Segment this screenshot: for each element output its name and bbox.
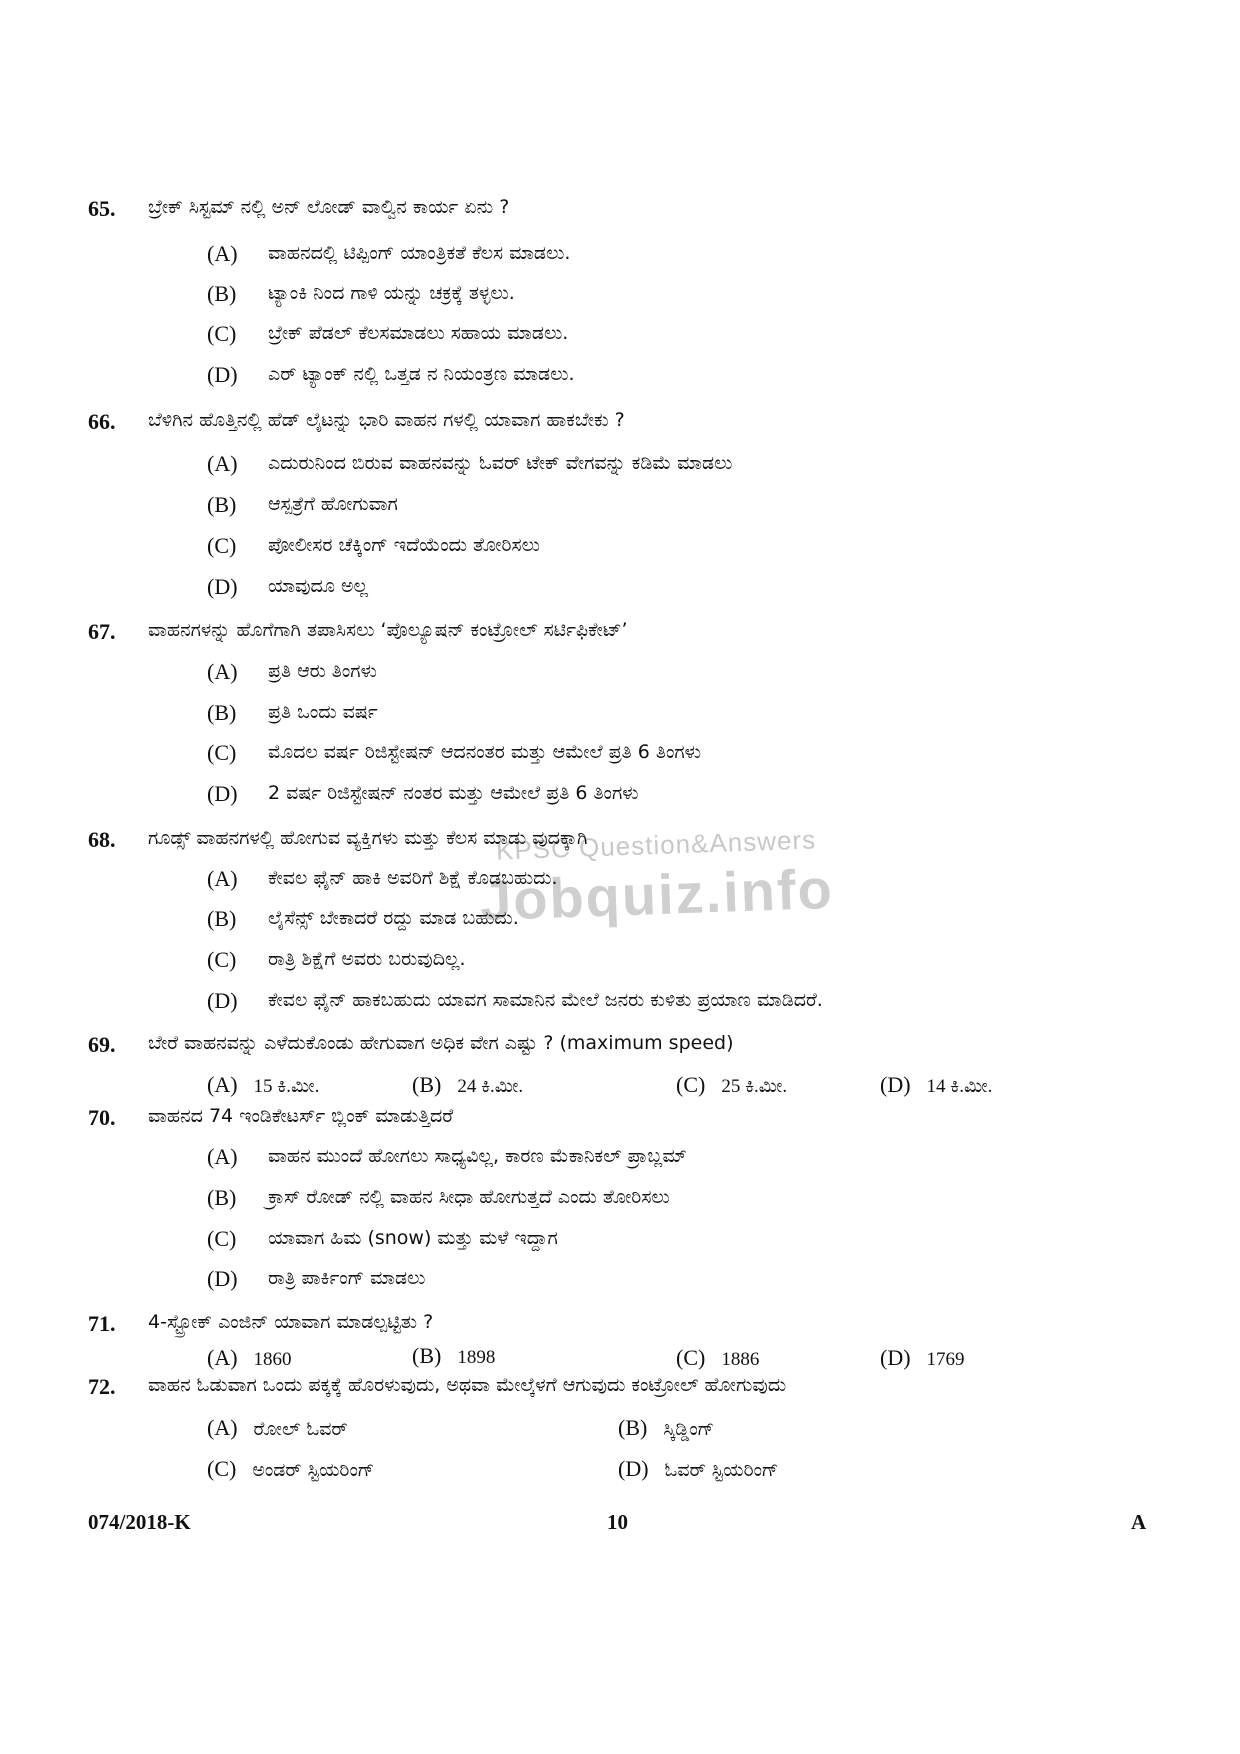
option-label: (A) [207, 451, 238, 476]
option-label: (A) [207, 1072, 238, 1097]
option-label: (B) [412, 1072, 442, 1097]
option-text: ರೋಲ್ ಓವರ್ [253, 1418, 348, 1440]
option-d [618, 1456, 778, 1482]
option-label: (D) [618, 1456, 649, 1481]
option-text: ಆಸ್ಪತ್ರೆಗೆ ಹೋಗುವಾಗ [268, 493, 398, 515]
option-text: ಟ್ಯಾಂಕಿ ನಿಂದ ಗಾಳಿ ಯನ್ನು ಚಕ್ರಕ್ಕೆ ತಳ್ಳಲು. [268, 282, 515, 304]
option-label: (C) [207, 947, 237, 972]
question-text: ಬ್ರೇಕ್ ಸಿಸ್ಟಮ್ ನಲ್ಲಿ ಅನ್ ಲೋಡ್ ವಾಲ್ವಿನ ಕಾರ್ಯ ಏನು ? [148, 196, 510, 218]
option-b [412, 1072, 523, 1098]
option-label: (A) [207, 1415, 238, 1440]
option-label: (A) [207, 866, 238, 891]
option-label: (D) [207, 362, 238, 387]
option-label: (D) [207, 574, 238, 599]
option-label: (C) [207, 1226, 237, 1251]
option-label: (B) [207, 906, 237, 931]
series-letter: A [1131, 1510, 1147, 1534]
option-text: ಎರ್ ಟ್ಯಾಂಕ್ ನಲ್ಲಿ ಒತ್ತಡ ನ ನಿಯಂತ್ರಣ ಮಾಡಲು. [268, 363, 575, 385]
option-c [676, 1072, 787, 1098]
option-label: (C) [207, 1456, 237, 1481]
option-label: (B) [412, 1343, 442, 1368]
option-text: ಮೊದಲ ವರ್ಷ ರಿಜಿಸ್ಟೇಷನ್ ಆದನಂತರ ಮತ್ತು ಆಮೇಲೆ ಪ್ರತಿ 6 ತಿಂಗಳು [268, 741, 701, 763]
option-text: 15 ಕಿ.ಮೀ. [253, 1076, 320, 1097]
option-label: (B) [207, 1185, 237, 1210]
option-text: 1769 [926, 1349, 965, 1370]
option-text: ಬ್ರೇಕ್ ಪೆಡಲ್ ಕೆಲಸಮಾಡಲು ಸಹಾಯ ಮಾಡಲು. [268, 322, 569, 344]
option-text: 14 ಕಿ.ಮೀ. [926, 1076, 993, 1097]
option-label: (D) [207, 988, 238, 1013]
option-label: (C) [207, 740, 237, 765]
option-label: (C) [207, 321, 237, 346]
option-label: (A) [207, 1144, 238, 1169]
option-text: ಯಾವುದೂ ಅಲ್ಲ [268, 575, 369, 597]
option-b [412, 1343, 495, 1369]
option-label: (B) [207, 281, 237, 306]
option-a [207, 1072, 319, 1098]
option-text: ವಾಹನ ಮುಂದೆ ಹೋಗಲು ಸಾಧ್ಯವಿಲ್ಲ, ಕಾರಣ ಮೆಕಾನಿಕಲ್ ಪ್ರಾಬ್ಲಮ್ [268, 1145, 687, 1167]
option-a [207, 1415, 348, 1441]
option-text: ಕೇವಲ ಫೈನ್ ಹಾಕಬಹುದು ಯಾವಗ ಸಾಮಾನಿನ ಮೇಲೆ ಜನರು ಕುಳಿತು ಪ್ರಯಾಣ ಮಾಡಿದರೆ. [268, 989, 823, 1011]
watermark-line2: Jobquiz.info [479, 856, 835, 933]
question-number: 69. [88, 1032, 116, 1057]
question-number: 71. [88, 1311, 116, 1336]
option-text: ಸ್ಕಿಡ್ಡಿಂಗ್ [663, 1418, 715, 1440]
question-text: ವಾಹನ ಓಡುವಾಗ ಒಂದು ಪಕ್ಕಕ್ಕೆ ಹೊರಳುವುದು, ಅಥವಾ ಮೇಲ್ಕೆಳಗೆ ಆಗುವುದು ಕಂಟ್ರೋಲ್ ಹೋಗುವುದು [148, 1374, 787, 1396]
option-text: ಓವರ್ ಸ್ಟಿಯರಿಂಗ್ [664, 1459, 779, 1481]
option-c [207, 1456, 374, 1482]
option-d [880, 1072, 992, 1098]
option-text: 1886 [721, 1349, 760, 1370]
option-label: (D) [880, 1072, 911, 1097]
option-label: (B) [207, 700, 237, 725]
question-text: ಗೂಡ್ಸ್ ವಾಹನಗಳಲ್ಲಿ ಹೋಗುವ ವ್ಯಕ್ತಿಗಳು ಮತ್ತು ಕೆಲಸ ಮಾಡು ವುದಕ್ಕಾಗಿ [148, 827, 588, 849]
question-number: 70. [88, 1105, 116, 1130]
question-number: 72. [88, 1374, 116, 1399]
option-text: ಪ್ರತಿ ಒಂದು ವರ್ಷ [268, 701, 378, 723]
question-number: 67. [88, 619, 116, 644]
option-text: ಅಂಡರ್ ಸ್ಟಿಯರಿಂಗ್ [252, 1459, 375, 1481]
option-text: ರಾತ್ರಿ ಪಾರ್ಕಿಂಗ್ ಮಾಡಲು [268, 1267, 426, 1289]
option-d [880, 1345, 965, 1371]
option-text: ಕೇವಲ ಫೈನ್ ಹಾಕಿ ಅವರಿಗೆ ಶಿಕ್ಷೆ ಕೊಡಬಹುದು. [268, 867, 558, 889]
page-number: 10 [607, 1510, 628, 1534]
option-text: ಪ್ರತಿ ಆರು ತಿಂಗಳು [268, 660, 377, 682]
option-label: (C) [676, 1072, 706, 1097]
option-text: 25 ಕಿ.ಮೀ. [721, 1076, 788, 1097]
option-text: ರಾತ್ರಿ ಶಿಕ್ಷೆಗೆ ಅವರು ಬರುವುದಿಲ್ಲ. [268, 948, 466, 970]
option-label: (D) [880, 1345, 911, 1370]
option-label: (B) [207, 492, 237, 517]
option-label: (B) [618, 1415, 648, 1440]
option-text: ಲೈಸೆನ್ಸ್ ಬೇಕಾದರೆ ರದ್ದು ಮಾಡ ಬಹುದು. [268, 907, 519, 929]
option-text: 1860 [253, 1349, 292, 1370]
option-text: ಎದುರುನಿಂದ ಬಿರುವ ವಾಹನವನ್ನು ಓವರ್ ಟೇಕ್ ವೇಗವನ್ನು ಕಡಿಮೆ ಮಾಡಲು [268, 452, 733, 474]
option-label: (A) [207, 241, 238, 266]
question-number: 68. [88, 827, 116, 852]
option-text: 2 ವರ್ಷ ರಿಜಿಸ್ಟೇಷನ್ ನಂತರ ಮತ್ತು ಆಮೇಲೆ ಪ್ರತಿ 6 ತಿಂಗಳು [268, 782, 639, 804]
option-text: ಪೋಲೀಸರ ಚೆಕ್ಕಿಂಗ್ ಇದೆಯೆಂದು ತೋರಿಸಲು [268, 534, 540, 556]
option-text: ಯಾವಾಗ ಹಿಮ (snow) ಮತ್ತು ಮಳೆ ಇದ್ದಾಗ [268, 1227, 558, 1249]
paper-code: 074/2018-K [88, 1510, 191, 1534]
question-number: 65. [88, 196, 116, 221]
option-label: (C) [207, 533, 237, 558]
option-label: (A) [207, 659, 238, 684]
question-text: ವಾಹನದ 74 ಇಂಡಿಕೇಟರ್ಸ್ ಬ್ಲಿಂಕ್ ಮಾಡುತ್ತಿದರೆ [148, 1105, 454, 1127]
question-text: ವಾಹನಗಳನ್ನು ಹೊಗೆಗಾಗಿ ತಪಾಸಿಸಲು ‘ಪೊಲ್ಯೂಷನ್ ಕಂಟ್ರೋಲ್ ಸರ್ಟಿಫಿಕೇಟ್’ [148, 619, 628, 641]
option-text: ವಾಹನದಲ್ಲಿ ಟಿಪ್ಪಿಂಗ್ ಯಾಂತ್ರಿಕತೆ ಕೆಲಸ ಮಾಡಲು. [268, 242, 571, 264]
question-text: ಬೇರೆ ವಾಹನವನ್ನು ಎಳೆದುಕೊಂಡು ಹೇಗುವಾಗ ಅಧಿಕ ವೇಗ ಎಷ್ಟು ? (maximum speed) [148, 1032, 734, 1054]
watermark-line1: KPSC Question&Answers [495, 824, 817, 866]
option-c [676, 1345, 759, 1371]
option-label: (C) [676, 1345, 706, 1370]
question-text: ಬೆಳಿಗಿನ ಹೊತ್ತಿನಲ್ಲಿ ಹೆಡ್ ಲೈಟನ್ನು ಭಾರಿ ವಾಹನ ಗಳಲ್ಲಿ ಯಾವಾಗ ಹಾಕಬೇಕು ? [148, 409, 625, 431]
option-text: ಕ್ರಾಸ್ ರೋಡ್ ನಲ್ಲಿ ವಾಹನ ಸೀಧಾ ಹೋಗುತ್ತದೆ ಎಂದು ತೋರಿಸಲು [268, 1186, 670, 1208]
option-text: 1898 [457, 1347, 496, 1368]
option-label: (D) [207, 1266, 238, 1291]
question-text: 4-ಸ್ಟ್ರೋಕ್ ಎಂಜಿನ್ ಯಾವಾಗ ಮಾಡಲ್ಪಟ್ಟಿತು ? [148, 1311, 434, 1333]
option-a [207, 1345, 292, 1371]
option-label: (A) [207, 1345, 238, 1370]
option-label: (D) [207, 781, 238, 806]
option-b [618, 1415, 714, 1441]
question-number: 66. [88, 409, 116, 434]
option-text: 24 ಕಿ.ಮೀ. [457, 1076, 524, 1097]
